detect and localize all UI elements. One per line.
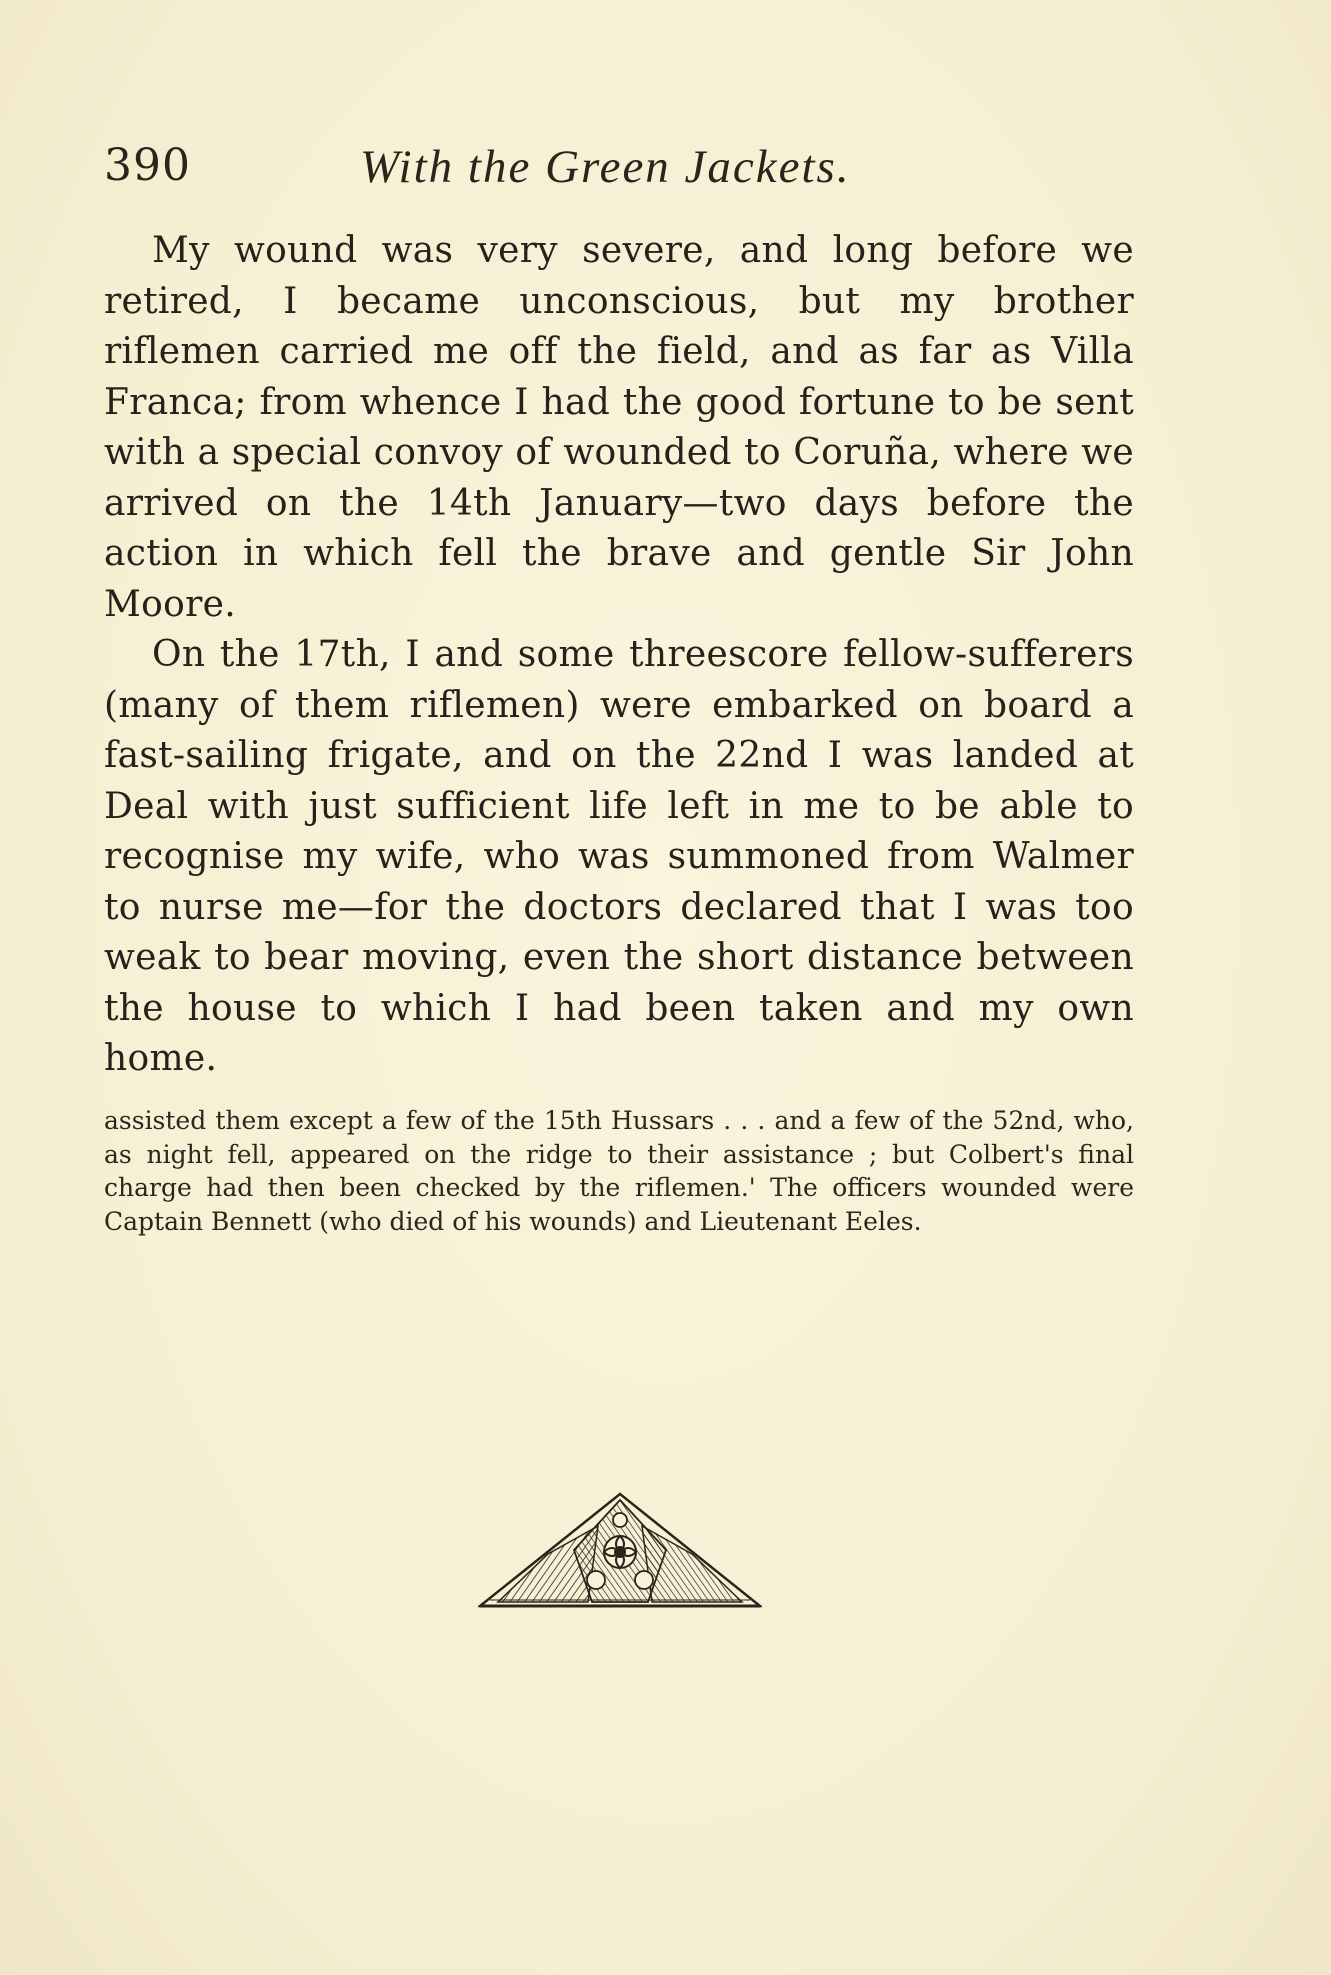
footnote: assisted them except a few of the 15th Hussars . . . and a few of the 52nd, who, as night fell, appeared on the ridge to their assistance ; but Colbert's final charge had then been checked by the riflemen.' The officers wounded were Captain Bennett (who died of his wounds) and Lieutenant Eeles.: [104, 1106, 1134, 1236]
main-text: [104, 226, 1134, 1085]
running-title: With the Green Jackets.: [360, 141, 851, 193]
paragraph: On the 17th, I and some threescore fellow-sufferers (many of them riflemen) were embarked on board a fast-sailing frigate, and on the 22nd I was landed at Deal with just sufficient life left in me to be able to recognise my wife, who was summoned from Walmer to nurse me—for the doctors declared that I was too weak to bear moving, even the short distance between the house to which I had been taken and my own home.: [104, 634, 1134, 1079]
paragraph: My wound was very severe, and long before we retired, I became unconscious, but my brother riflemen carried me off the field, and as far as Villa Franca; from whence I had the good fortune to be sent with a special convoy of wounded to Coruña, where we arrived on the 14th January—two days before the action in which fell the brave and gentle Sir John Moore.: [104, 230, 1134, 625]
page-number: 390: [104, 140, 191, 191]
running-head: [104, 140, 1134, 200]
triangular-floral-tailpiece-icon: [478, 1490, 762, 1610]
